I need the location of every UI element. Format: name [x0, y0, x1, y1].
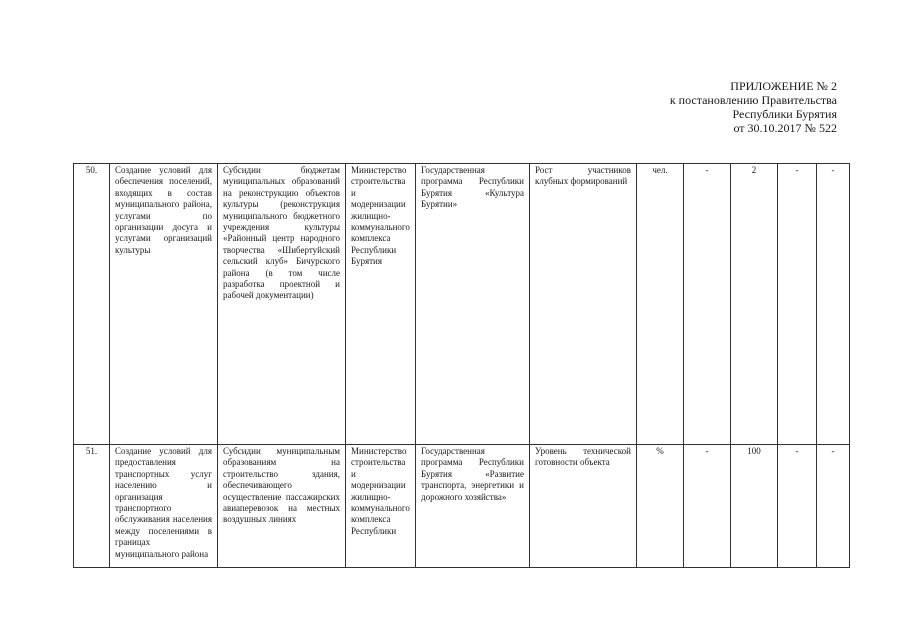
appendix-date: от 30.10.2017 № 522 [733, 121, 837, 135]
value-cell: - [684, 445, 731, 568]
row-number: 51. [74, 445, 110, 568]
measure-cell: Субсидии бюджетам муниципальных образований на реконструкцию объектов культуры (реконструкция муниципального бюджетного учреждения культуры «Районный центр народного творчества «Шибертуйский сельский клуб» Бичурского района (в том числе разработка проектной и рабочей документации) [218, 164, 346, 445]
task-cell: Создание условий для предоставления транспортных услуг населению и организация транспортного обслуживания населения между поселениями в границах муниципального района [110, 445, 218, 568]
appendix-title: ПРИЛОЖЕНИЕ № 2 [730, 79, 837, 93]
program-cell: Государственная программа Республики Бурятия «Культура Бурятии» [416, 164, 530, 445]
value-cell: 2 [731, 164, 778, 445]
value-cell: 100 [731, 445, 778, 568]
row-number: 50. [74, 164, 110, 445]
value-cell: - [817, 445, 850, 568]
indicator-cell: Рост участников клубных формирований [530, 164, 637, 445]
unit-cell: чел. [637, 164, 684, 445]
appendix-reference: к постановлению Правительства [669, 93, 837, 107]
table-row [74, 164, 850, 445]
unit-cell: % [637, 445, 684, 568]
indicator-cell: Уровень технической готовности объекта [530, 445, 637, 568]
executor-cell: Министерство строительства и модернизации жилищно-коммунального комплекса Республики Бурятия [346, 164, 416, 445]
appendix-region: Республики Бурятия [732, 107, 837, 121]
appendix-header [537, 79, 837, 135]
task-cell: Создание условий для обеспечения поселений, входящих в состав муниципального района, услугами по организации досуга и услугами организаций культуры [110, 164, 218, 445]
value-cell: - [778, 445, 817, 568]
table-row [74, 445, 850, 568]
value-cell: - [778, 164, 817, 445]
value-cell: - [817, 164, 850, 445]
value-cell: - [684, 164, 731, 445]
measures-table [73, 163, 850, 568]
measure-cell: Субсидии муниципальным образованиям на строительство здания, обеспечивающего осуществление пассажирских авиаперевозок на местных воздушных линиях [218, 445, 346, 568]
executor-cell: Министерство строительства и модернизации жилищно-коммунального комплекса Республики [346, 445, 416, 568]
program-cell: Государственная программа Республики Бурятия «Развитие транспорта, энергетики и дорожного хозяйства» [416, 445, 530, 568]
